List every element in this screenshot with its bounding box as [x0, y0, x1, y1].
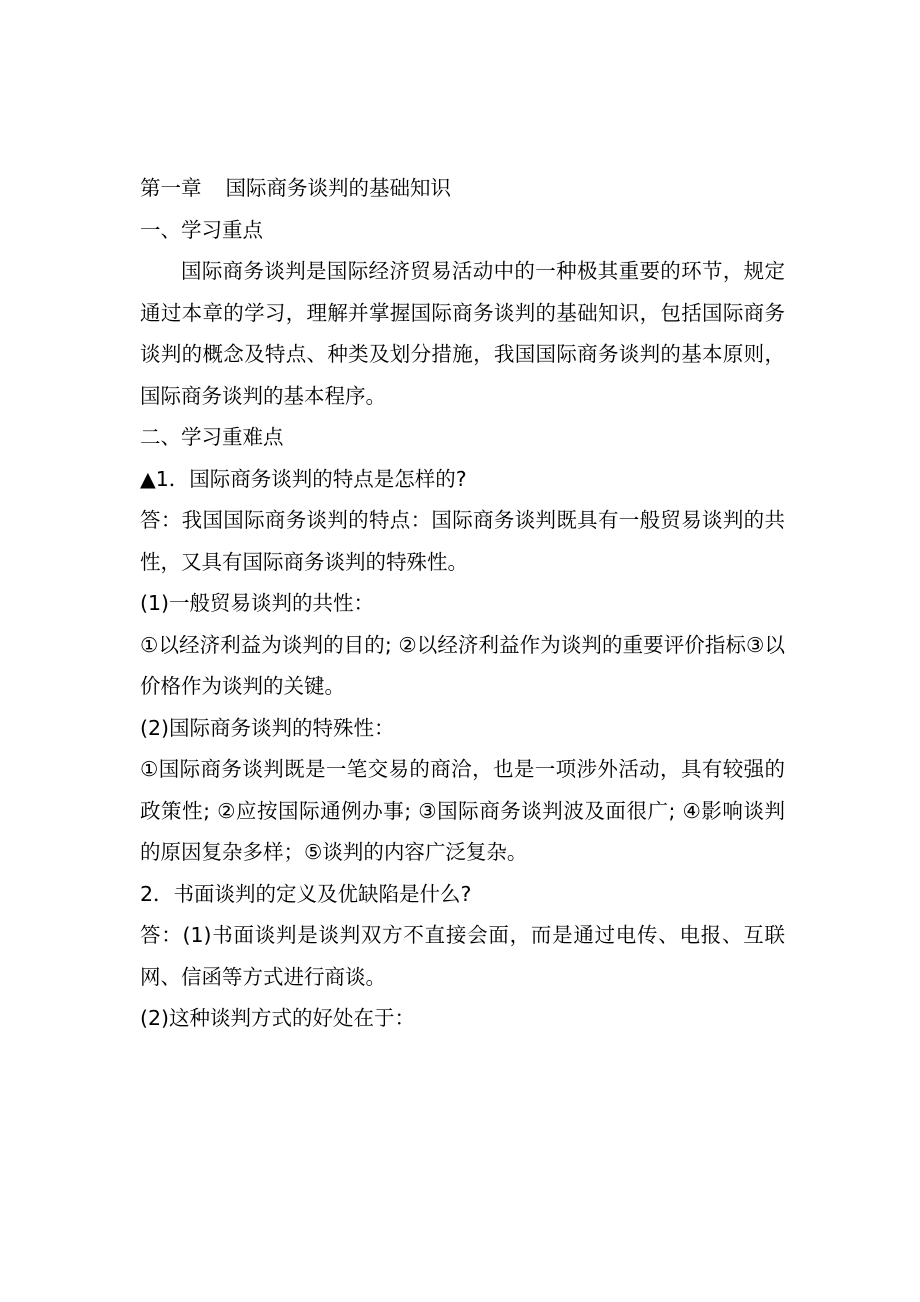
chapter-title: 国际商务谈判的基础知识 [225, 176, 451, 200]
question-1: ▲1．国际商务谈判的特点是怎样的? [140, 466, 467, 491]
question-1-subheading-common: (1)一般贸易谈判的共性： [140, 591, 375, 615]
section-heading-difficult-points: 二、学习重难点 [140, 425, 284, 449]
question-1-special-items: ①国际商务谈判既是一笔交易的商洽，也是一项涉外活动，具有较强的政策性; ②应按国际通例办事; ③国际商务谈判波及面很广; ④影响谈判的原因复杂多样；⑤谈判的内容广泛复杂。 [140, 757, 785, 864]
question-1-subheading-special: (2)国际商务谈判的特殊性： [140, 715, 395, 740]
section-paragraph-key-points: 国际商务谈判是国际经济贸易活动中的一种极其重要的环节，规定通过本章的学习，理解并掌握国际商务谈判的基础知识，包括国际商务谈判的概念及特点、种类及划分措施，我国国际商务谈判的基本原则，国际商务谈判的基本程序。 [140, 259, 785, 408]
question-1-answer-intro: 答：我国国际商务谈判的特点：国际商务谈判既具有一般贸易谈判的共性，又具有国际商务谈判的特殊性。 [140, 508, 785, 574]
question-2-answer-advantages: (2)这种谈判方式的好处在于： [140, 1006, 416, 1030]
chapter-heading [140, 168, 785, 210]
question-1-common-items: ①以经济利益为谈判的目的; ②以经济利益作为谈判的重要评价指标③以价格作为谈判的关键。 [140, 632, 785, 698]
question-2: 2．书面谈判的定义及优缺陷是什么? [140, 881, 472, 906]
chapter-label: 第一章 [140, 176, 202, 200]
question-2-answer-definition: 答：(1)书面谈判是谈判双方不直接会面，而是通过电传、电报、互联网、信函等方式进行商谈。 [140, 923, 785, 989]
document-body [140, 168, 785, 1040]
section-heading-key-points: 一、学习重点 [140, 217, 263, 242]
